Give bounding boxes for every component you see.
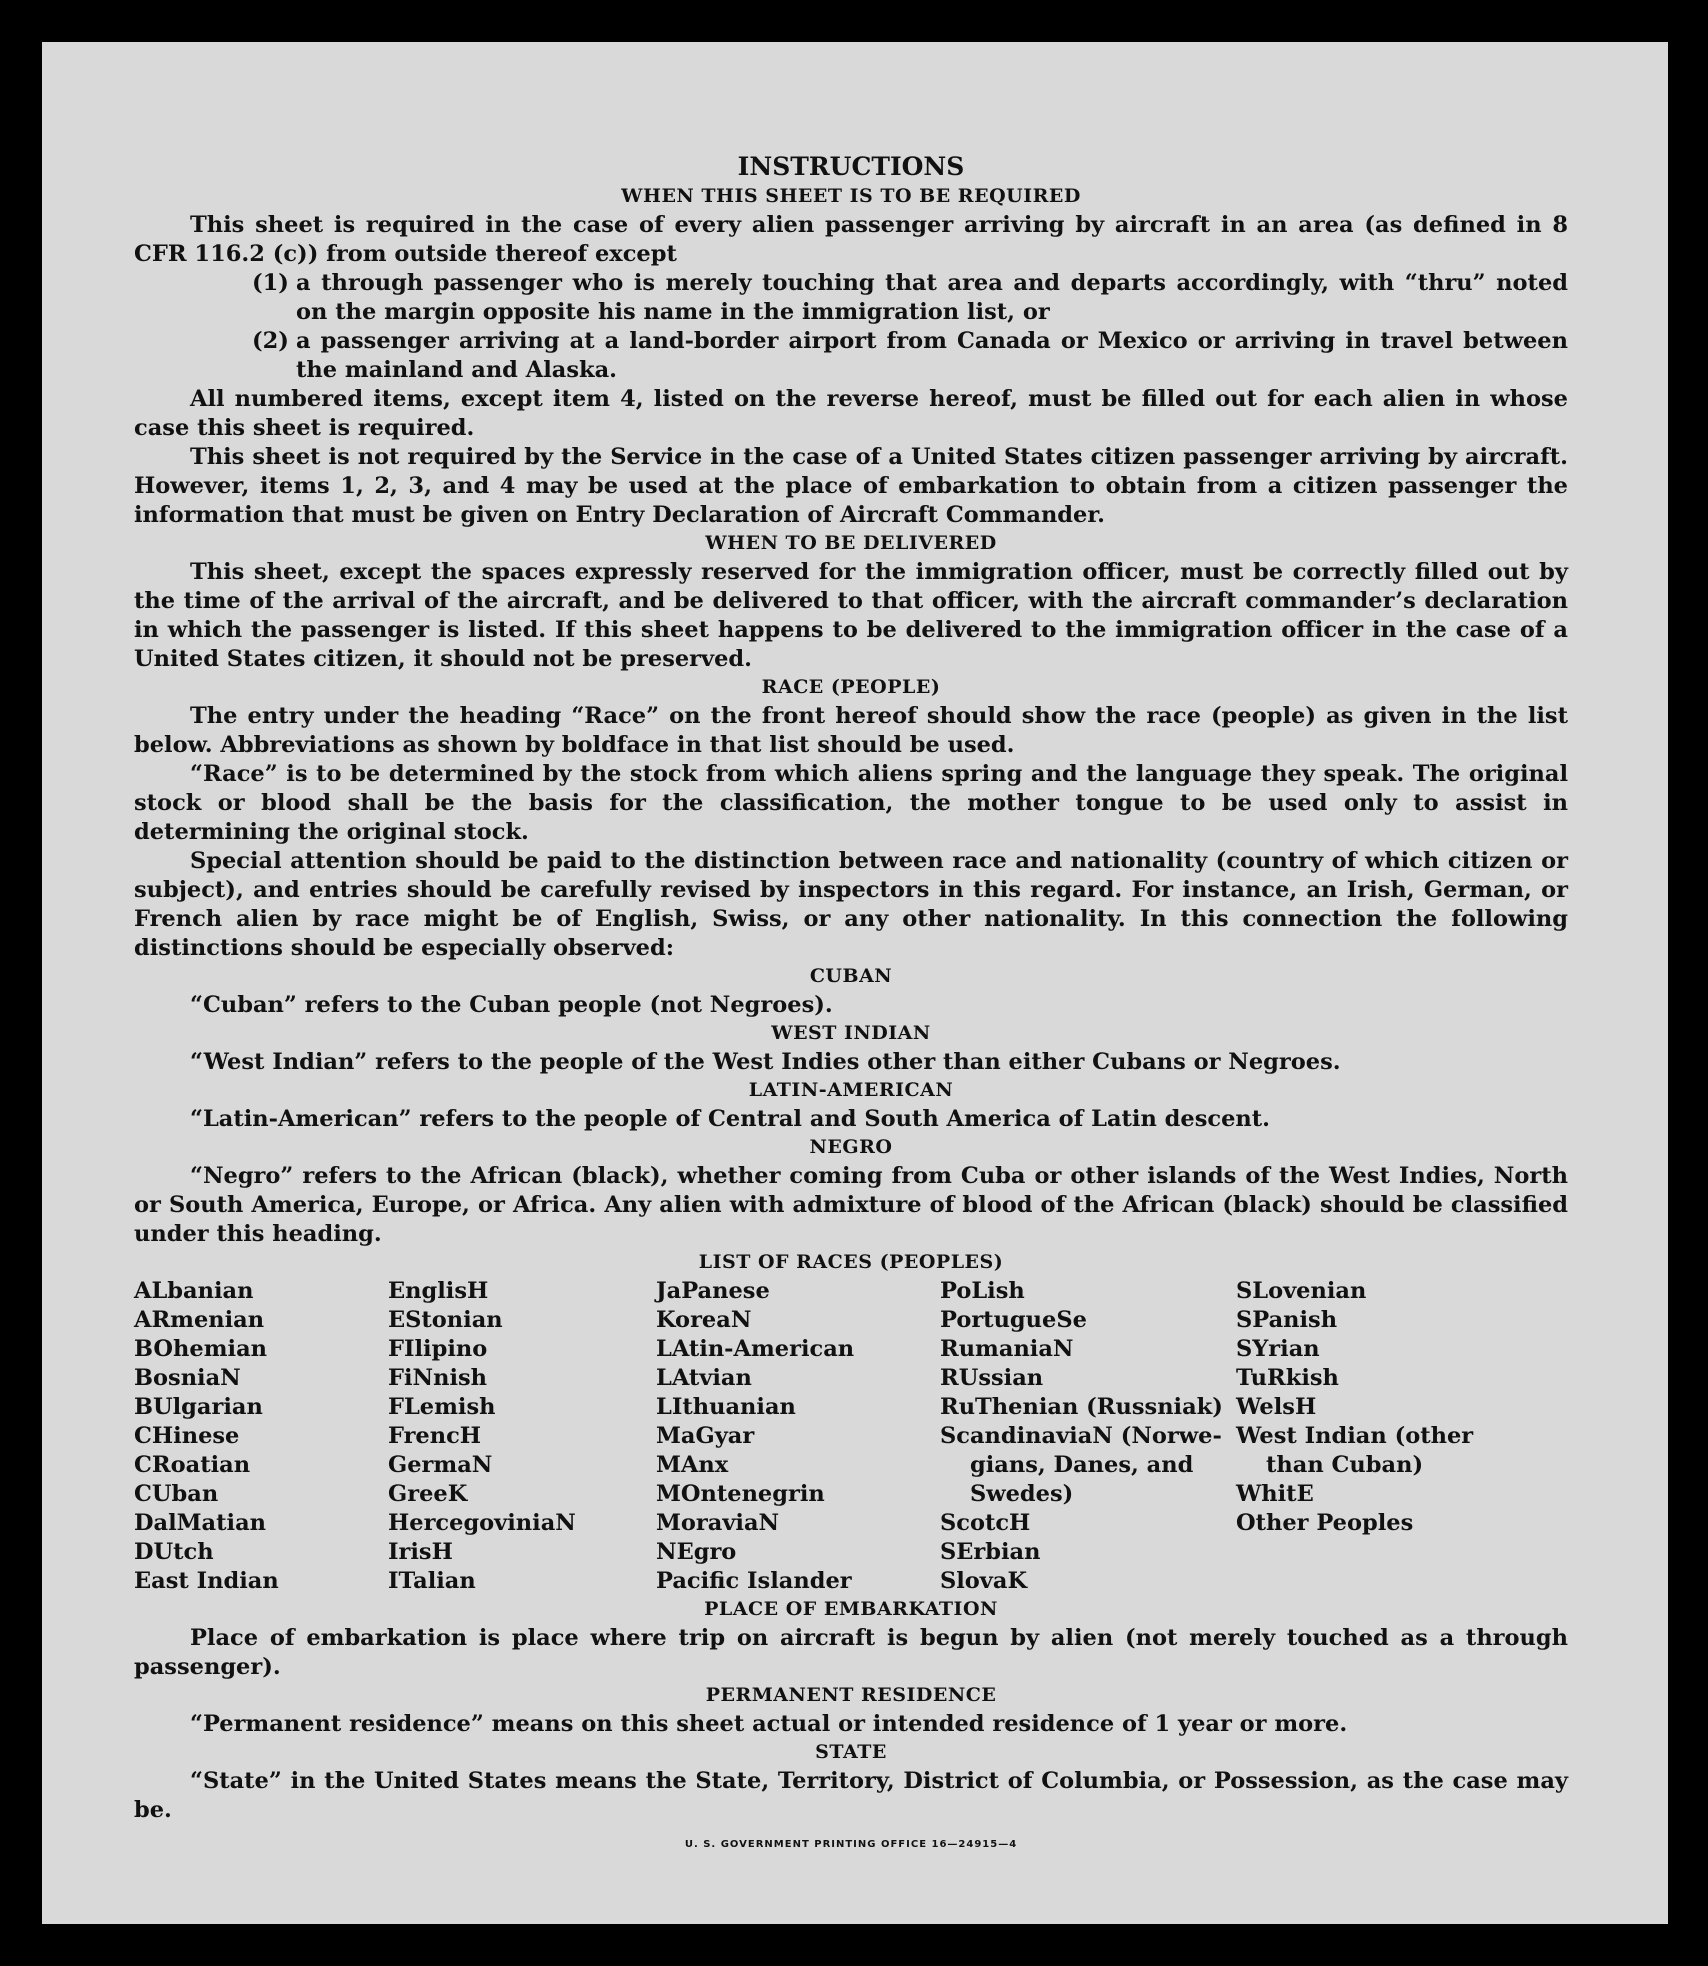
race-entry: MOntenegrin xyxy=(656,1481,825,1507)
races-column xyxy=(940,1277,1236,1596)
paragraph: All numbered items, except item 4, listed on the reverse hereof, must be filled out for each alien in whose case this sheet is required. xyxy=(134,386,1568,441)
race-entry: BosniaN xyxy=(134,1365,241,1391)
paragraph: “Cuban” refers to the Cuban people (not Negroes). xyxy=(190,992,833,1018)
race-entry: EnglisH xyxy=(388,1278,489,1304)
race-entry: RumaniaN xyxy=(940,1336,1074,1362)
race-entry: TuRkish xyxy=(1236,1365,1339,1391)
race-entry: PortugueSe xyxy=(940,1307,1087,1333)
heading-race: RACE (PEOPLE) xyxy=(761,676,941,698)
race-entry: FIlipino xyxy=(388,1336,488,1362)
heading-list-of-races: LIST OF RACES (PEOPLES) xyxy=(698,1251,1004,1273)
race-entry: Other Peoples xyxy=(1236,1510,1414,1536)
paragraph: This sheet is required in the case of every alien passenger arriving by aircraft in an area (as defined in 8 CFR 116.2 (c)) from outside thereof except xyxy=(134,212,1568,267)
race-entry: CRoatian xyxy=(134,1452,251,1478)
item-text: a through passenger who is merely touching that area and departs accordingly, with “thru” noted on the margin opposite his name in the immigration list, or xyxy=(296,270,1568,325)
race-entry: CUban xyxy=(134,1481,219,1507)
race-entry: MaGyar xyxy=(656,1423,755,1449)
printer-imprint: U. S. GOVERNMENT PRINTING OFFICE 16—24915—4 xyxy=(684,1839,1018,1850)
race-entry: ScotcH xyxy=(940,1510,1031,1536)
race-entry: KoreaN xyxy=(656,1307,752,1333)
races-column xyxy=(1236,1277,1496,1596)
race-entry: MAnx xyxy=(656,1452,729,1478)
race-entry: DUtch xyxy=(134,1539,214,1565)
item-text: a passenger arriving at a land-border airport from Canada or Mexico or arriving in travel between the mainland and Alaska. xyxy=(296,328,1568,383)
race-entry: IrisH xyxy=(388,1539,453,1565)
race-entry: GreeK xyxy=(388,1481,468,1507)
paragraph: The entry under the heading “Race” on the front hereof should show the race (people) as given in the list below. Abbreviations as shown by boldface in that list should be used. xyxy=(134,703,1568,758)
race-entry: RuThenian (Russniak) xyxy=(940,1394,1223,1420)
race-entry: JaPanese xyxy=(656,1278,770,1304)
list-item xyxy=(134,269,1568,327)
race-entry: West Indian (other xyxy=(1236,1423,1474,1449)
race-entry: RUssian xyxy=(940,1365,1044,1391)
race-entry: CHinese xyxy=(134,1423,240,1449)
race-entry: PoLish xyxy=(940,1278,1025,1304)
heading-west-indian: WEST INDIAN xyxy=(771,1022,931,1044)
race-entry: SLovenian xyxy=(1236,1278,1367,1304)
race-entry: GermaN xyxy=(388,1452,493,1478)
paragraph: This sheet is not required by the Service in the case of a United States citizen passenger arriving by aircraft. However, items 1, 2, 3, and 4 may be used at the place of embarkation to obtain from a citizen passenger the information that must be given on Entry Declaration of Aircraft Commander. xyxy=(134,444,1568,528)
races-column xyxy=(134,1277,388,1596)
race-entry: FLemish xyxy=(388,1394,496,1420)
paragraph: “Negro” refers to the African (black), whether coming from Cuba or other islands of the West Indies, North or South America, Europe, or Africa. Any alien with admixture of blood of the African (black) should be classified under this heading. xyxy=(134,1163,1568,1247)
paragraph: Place of embarkation is place where trip on aircraft is begun by alien (not merely touched as a through passenger). xyxy=(134,1625,1568,1680)
heading-latin-american: LATIN-AMERICAN xyxy=(748,1079,954,1101)
paragraph: “West Indian” refers to the people of the West Indies other than either Cubans or Negroes. xyxy=(190,1049,1341,1075)
paragraph: This sheet, except the spaces expressly reserved for the immigration officer, must be correctly filled out by the time of the arrival of the aircraft, and be delivered to that officer, with the aircraft commander’s declaration in which the passenger is listed. If this sheet happens to be delivered to the immigration officer in the case of a United States citizen, it should not be preserved. xyxy=(134,559,1568,672)
race-entry: LAtin-American xyxy=(656,1336,855,1362)
race-entry: FrencH xyxy=(388,1423,482,1449)
race-entry: Swedes) xyxy=(970,1481,1074,1507)
race-entry: MoraviaN xyxy=(656,1510,780,1536)
race-entry: WelsH xyxy=(1236,1394,1317,1420)
race-entry: ITalian xyxy=(388,1568,476,1594)
document-sheet xyxy=(42,42,1668,1924)
race-entry: SPanish xyxy=(1236,1307,1338,1333)
item-number: (2) xyxy=(252,328,289,354)
paragraph: “Latin-American” refers to the people of Central and South America of Latin descent. xyxy=(190,1106,1270,1132)
race-entry: East Indian xyxy=(134,1568,279,1594)
races-column xyxy=(656,1277,940,1596)
races-column xyxy=(388,1277,656,1596)
paragraph: Special attention should be paid to the distinction between race and nationality (country of which citizen or subject), and entries should be carefully revised by inspectors in this regard. For instance, an Irish, German, or French alien by race might be of English, Swiss, or any other nationality. In this connection the following distinctions should be especially observed: xyxy=(134,848,1568,961)
races-table xyxy=(134,1277,1568,1596)
race-entry: WhitE xyxy=(1236,1481,1314,1507)
race-entry: LAtvian xyxy=(656,1365,752,1391)
race-entry: NEgro xyxy=(656,1539,737,1565)
race-entry: FiNnish xyxy=(388,1365,488,1391)
heading-embarkation: PLACE OF EMBARKATION xyxy=(704,1598,998,1620)
race-entry: EStonian xyxy=(388,1307,503,1333)
heading-when-delivered: WHEN TO BE DELIVERED xyxy=(705,532,997,554)
race-entry: Pacific Islander xyxy=(656,1568,852,1594)
race-entry: ALbanian xyxy=(134,1278,254,1304)
race-entry: LIthuanian xyxy=(656,1394,796,1420)
race-entry: ScandinaviaN (Norwe- xyxy=(940,1423,1222,1449)
race-entry: than Cuban) xyxy=(1266,1452,1424,1478)
race-entry: DalMatian xyxy=(134,1510,267,1536)
page-title: INSTRUCTIONS xyxy=(737,152,965,181)
race-entry: SYrian xyxy=(1236,1336,1320,1362)
race-entry: SErbian xyxy=(940,1539,1041,1565)
paragraph: “Permanent residence” means on this sheet actual or intended residence of 1 year or more. xyxy=(190,1711,1348,1737)
race-entry: BOhemian xyxy=(134,1336,268,1362)
heading-cuban: CUBAN xyxy=(809,965,893,987)
item-number: (1) xyxy=(252,270,289,296)
race-entry: gians, Danes, and xyxy=(970,1452,1194,1478)
race-entry: ARmenian xyxy=(134,1307,265,1333)
list-item xyxy=(134,327,1568,385)
heading-residence: PERMANENT RESIDENCE xyxy=(705,1684,997,1706)
document-content xyxy=(134,108,1568,1850)
heading-when-required: WHEN THIS SHEET IS TO BE REQUIRED xyxy=(621,185,1081,207)
race-entry: BUlgarian xyxy=(134,1394,263,1420)
heading-negro: NEGRO xyxy=(809,1136,893,1158)
paragraph: “State” in the United States means the State, Territory, District of Columbia, or Possession, as the case may be. xyxy=(134,1768,1568,1823)
race-entry: SlovaK xyxy=(940,1568,1028,1594)
race-entry: HercegoviniaN xyxy=(388,1510,576,1536)
heading-state: STATE xyxy=(815,1741,887,1763)
paragraph: “Race” is to be determined by the stock from which aliens spring and the language they speak. The original stock or blood shall be the basis for the classification, the mother tongue to be used only to assist in determining the original stock. xyxy=(134,761,1568,845)
